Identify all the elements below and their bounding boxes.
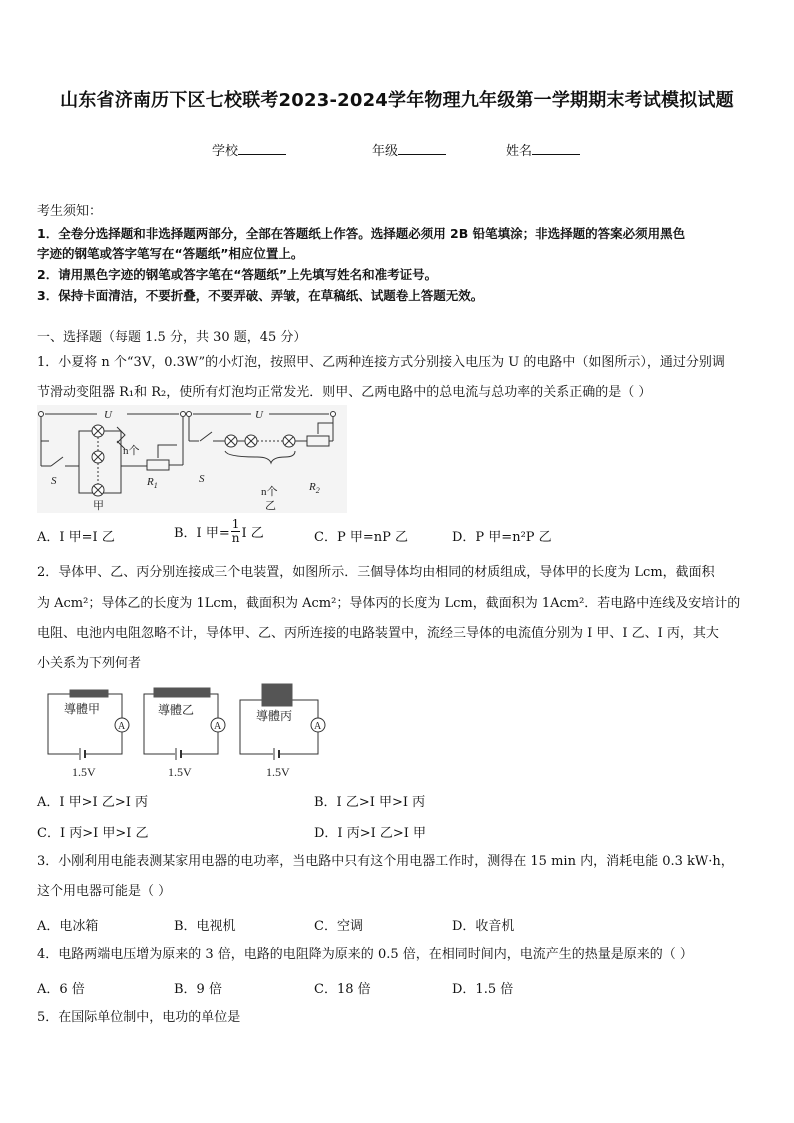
name-field	[506, 140, 580, 159]
q3-option-b[interactable]: B．电视机	[174, 919, 236, 934]
school-label: 学校	[212, 144, 239, 159]
notice-item-1: 1．全卷分选择题和非选择题两部分，全部在答题纸上作答。选择题必须用 2B 铅笔填涂；非选择题的答案必须用黑色	[37, 226, 686, 241]
name-label: 姓名	[506, 144, 533, 159]
q3-line1: 3．小刚利用电能表测某家用电器的电功率，当电路中只有这个用电器工作时，测得在 15 min 内，消耗电能 0.3 kW·h，	[37, 854, 734, 869]
q2-label-bing: 導體丙	[256, 709, 293, 723]
q4-option-a[interactable]: A．6 倍	[37, 982, 85, 997]
q1-option-d[interactable]: D．P 甲=n²P 乙	[452, 530, 552, 545]
q1-label-nge-a: n个	[123, 445, 140, 457]
q4-option-b[interactable]: B．9 倍	[174, 982, 222, 997]
q1-option-b-pre: B．I 甲=	[174, 526, 230, 541]
q1-circuit-figure	[37, 405, 347, 513]
section-heading: 一、选择题（每题 1.5 分，共 30 题，45 分）	[37, 330, 307, 345]
q1-label-jia: 甲	[93, 500, 104, 512]
q1-label-s-a: S	[51, 475, 57, 487]
q2-line3: 电阻、电池内电阻忽略不计，导体甲、乙、丙所连接的电路装置中，流经三导体的电流值分别为 I 甲、I 乙、I 丙，其大	[37, 626, 719, 641]
q1-label-s-b: S	[199, 473, 205, 485]
q1-label-yi: 乙	[265, 500, 276, 512]
school-blank	[238, 142, 286, 155]
q2-option-a[interactable]: A．I 甲>I 乙>I 丙	[37, 795, 148, 810]
q2-line1: 2．导体甲、乙、丙分别连接成三个电装置，如图所示．三個导体均由相同的材质组成，导体甲的长度为 Lcm，截面积	[37, 565, 715, 580]
grade-label: 年级	[372, 144, 399, 159]
q1-option-b-post: I 乙	[241, 526, 264, 541]
q3-option-a[interactable]: A．电冰箱	[37, 919, 99, 934]
q2-ammeter-1: A	[118, 721, 126, 732]
q2-voltage-1: 1.5V	[72, 765, 96, 779]
q1-option-b-num: 1	[231, 517, 240, 531]
q1-line2: 节滑动变阻器 R₁和 R₂，使所有灯泡均正常发光．则甲、乙两电路中的总电流与总功率的关系正确的是（ ）	[37, 385, 652, 400]
q1-label-nge-b: n个	[261, 486, 278, 498]
q1-option-a[interactable]: A．I 甲=I 乙	[37, 530, 115, 545]
name-blank	[532, 142, 580, 155]
q5-line1: 5．在国际单位制中，电功的单位是	[37, 1010, 241, 1025]
q3-option-c[interactable]: C．空调	[314, 919, 363, 934]
school-field	[212, 140, 286, 159]
q2-line4: 小关系为下列何者	[37, 656, 142, 671]
notice-heading: 考生须知：	[37, 204, 103, 219]
notice-item-2: 2．请用黑色字迹的钢笔或答字笔在“答题纸”上先填写姓名和准考证号。	[37, 267, 438, 282]
q1-r1-sub: 1	[153, 481, 158, 490]
q2-voltage-3: 1.5V	[266, 765, 290, 779]
q2-option-c[interactable]: C．I 丙>I 甲>I 乙	[37, 826, 149, 841]
q1-option-c[interactable]: C．P 甲=nP 乙	[314, 530, 408, 545]
q1-r2-sub: 2	[315, 486, 320, 495]
q1-label-u-b: U	[255, 409, 263, 421]
q3-line2: 这个用电器可能是（ ）	[37, 884, 172, 899]
q1-option-b-fraction	[231, 518, 241, 545]
notice-item-1b: 字迹的钢笔或答字笔写在“答题纸”相应位置上。	[37, 246, 304, 261]
q2-option-b[interactable]: B．I 乙>I 甲>I 丙	[314, 795, 426, 810]
q1-r2-letter: R	[309, 481, 316, 493]
q4-option-c[interactable]: C．18 倍	[314, 982, 371, 997]
q2-ammeter-3: A	[314, 721, 322, 732]
q2-voltage-2: 1.5V	[168, 765, 192, 779]
q1-line1: 1．小夏将 n 个“3V，0.3W”的小灯泡，按照甲、乙两种连接方式分别接入电压为 U 的电路中（如图所示），通过分别调	[37, 355, 725, 370]
q3-option-d[interactable]: D．收音机	[452, 919, 515, 934]
q2-circuit-figure	[40, 680, 330, 780]
q1-option-b-den: n	[231, 531, 240, 545]
q2-label-jia: 導體甲	[64, 702, 101, 716]
q1-option-b[interactable]	[174, 518, 264, 545]
q4-option-d[interactable]: D．1.5 倍	[452, 982, 514, 997]
q2-label-yi: 導體乙	[158, 703, 195, 717]
notice-item-3: 3．保持卡面清洁，不要折叠，不要弄破、弄皱，在草稿纸、试题卷上答题无效。	[37, 288, 484, 303]
grade-blank	[398, 142, 446, 155]
q1-r1-letter: R	[147, 476, 154, 488]
q1-label-u-a: U	[104, 409, 112, 421]
q2-option-d[interactable]: D．I 丙>I 乙>I 甲	[314, 826, 427, 841]
q4-line1: 4．电路两端电压增为原来的 3 倍，电路的电阻降为原来的 0.5 倍，在相同时间内，电流产生的热量是原来的（ ）	[37, 947, 693, 962]
q2-line2: 为 Acm²；导体乙的长度为 1Lcm，截面积为 Acm²；导体丙的长度为 Lcm，截面积为 1Acm²．若电路中连线及安培计的	[37, 596, 741, 611]
page-title: 山东省济南历下区七校联考2023-2024学年物理九年级第一学期期末考试模拟试题	[60, 90, 734, 111]
grade-field	[372, 140, 446, 159]
q2-ammeter-2: A	[214, 721, 222, 732]
